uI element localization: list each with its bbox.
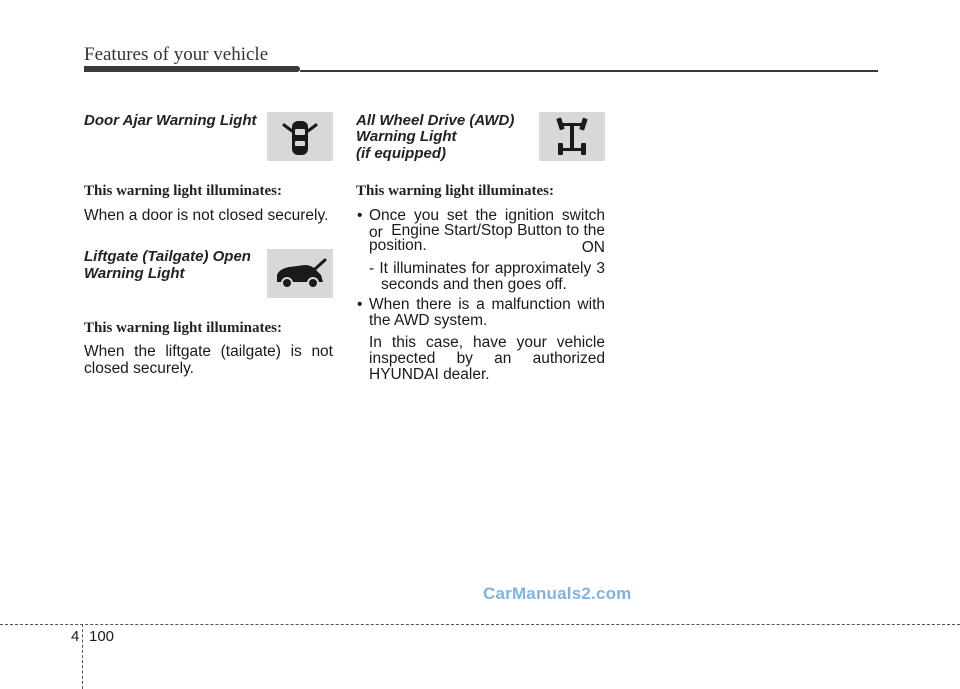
footer-divider (82, 624, 83, 689)
liftgate-open-icon (267, 249, 333, 298)
header-bar (84, 66, 300, 72)
awd-note-line2: inspected by an authorized (369, 350, 605, 367)
awd-sub-1-line2: seconds and then goes off. (381, 276, 567, 293)
liftgate-title-line2: Warning Light (84, 265, 185, 282)
liftgate-title-line1: Liftgate (Tailgate) Open (84, 248, 251, 265)
liftgate-text-line2: closed securely. (84, 360, 194, 377)
awd-title-line2: Warning Light (356, 128, 457, 145)
door-ajar-subhead: This warning light illuminates: (84, 183, 282, 199)
awd-bullet-1-line2: Engine Start/Stop Button to the ON (391, 222, 605, 256)
chapter-number: 4 (71, 628, 80, 645)
door-ajar-icon (267, 112, 333, 161)
awd-icon (539, 112, 605, 161)
awd-note-line3: HYUNDAI dealer. (369, 366, 490, 383)
awd-sub-1-line1: - It illuminates for approximately 3 (369, 260, 605, 277)
awd-title-line3: (if equipped) (356, 145, 446, 162)
footer-rule (0, 624, 960, 625)
page-header-title: Features of your vehicle (84, 44, 269, 65)
watermark[interactable]: CarManuals2.com (483, 584, 632, 603)
awd-bullet-1-line3: position. (369, 237, 427, 254)
awd-bullet-2-line1: When there is a malfunction with (369, 296, 605, 313)
awd-note-line1: In this case, have your vehicle (369, 334, 605, 351)
liftgate-subhead: This warning light illuminates: (84, 320, 282, 336)
awd-title-line1: All Wheel Drive (AWD) (356, 112, 515, 129)
door-ajar-text: When a door is not closed securely. (84, 207, 329, 224)
awd-bullet-1-line1: Once you set the ignition switch or (369, 207, 605, 241)
awd-bullet-2-dot: • (357, 296, 363, 313)
awd-bullet-2-line2: the AWD system. (369, 312, 488, 329)
door-ajar-title: Door Ajar Warning Light (84, 112, 257, 129)
header-rule (300, 70, 878, 72)
liftgate-text-line1: When the liftgate (tailgate) is not (84, 343, 333, 360)
awd-subhead: This warning light illuminates: (356, 183, 554, 199)
awd-bullet-1-dot: • (357, 207, 363, 224)
page-number: 100 (89, 628, 115, 645)
